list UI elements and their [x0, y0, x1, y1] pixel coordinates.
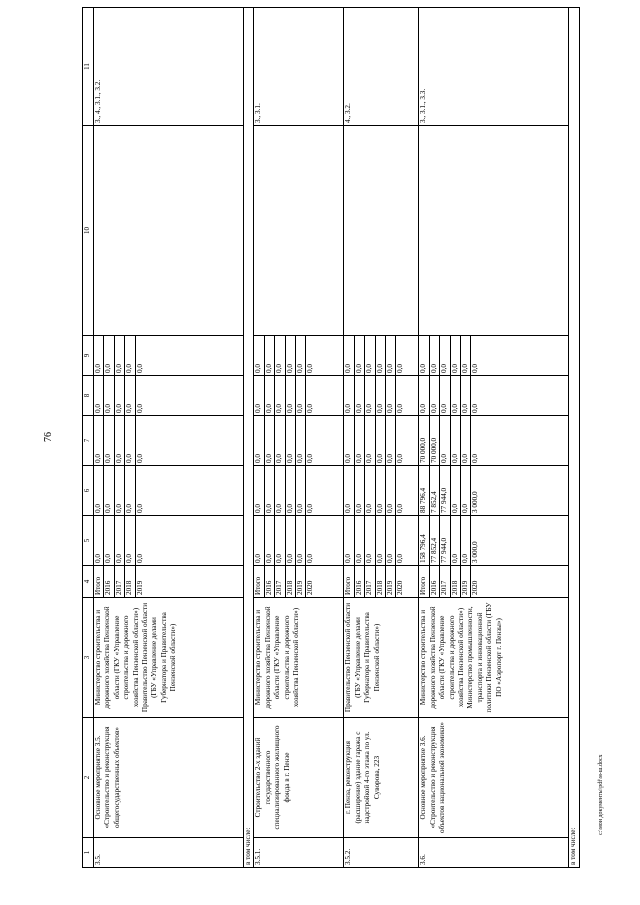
value: 0,0 [365, 376, 375, 415]
in-total-row [244, 8, 254, 868]
col9-cell [419, 336, 569, 376]
value: 0,0 [125, 336, 135, 375]
value: 0,0 [355, 336, 365, 375]
value: 0,0 [104, 416, 114, 465]
year-label: 2018 [451, 566, 461, 597]
row-number: 3.5. [94, 838, 244, 868]
value: 0,0 [386, 336, 396, 375]
value: 0,0 [344, 516, 354, 565]
col8-cell [419, 376, 569, 416]
value: 0,0 [286, 336, 296, 375]
value: 0,0 [355, 516, 365, 565]
year-label: Итого [254, 566, 264, 597]
landscape-table-wrapper [82, 8, 582, 868]
table-row [94, 8, 244, 868]
value: 0,0 [94, 416, 104, 465]
value: 0,0 [396, 504, 405, 513]
col11-cell: 4., 3.2. [344, 8, 419, 126]
value: 3 000,0 [471, 541, 480, 563]
year-label: 2019 [461, 566, 471, 597]
value: 0,0 [419, 336, 429, 375]
executor: Министерство строительства и дорожного хозяйства Пензенской области (ГКУ «Управление строительства и дорожного хозяйства Пензенской области») Министерство промышленности, транспорта и инновационной политики Пензенской области (ГБУ ПО «Аэропорт г. Пензы») [419, 598, 569, 718]
value: 0,0 [386, 516, 396, 565]
value: 0,0 [135, 364, 144, 373]
table-row [419, 8, 569, 868]
col10-cell [419, 126, 569, 336]
years-cell [419, 566, 569, 598]
value: 0,0 [296, 466, 306, 515]
col7-cell [419, 416, 569, 466]
value: 0,0 [265, 466, 275, 515]
col10-cell [254, 126, 344, 336]
value: 0,0 [286, 376, 296, 415]
value: 0,0 [365, 516, 375, 565]
value: 0,0 [471, 454, 480, 463]
year-label: Итого [419, 566, 429, 597]
value: 0,0 [115, 416, 125, 465]
value: 0,0 [125, 516, 135, 565]
in-total-label: в том числе: [569, 8, 579, 868]
value: 0,0 [355, 376, 365, 415]
value: 77 852,4 [430, 516, 440, 565]
value: 0,0 [275, 416, 285, 465]
col7-cell [254, 416, 344, 466]
value: 0,0 [265, 336, 275, 375]
col6-cell [419, 466, 569, 516]
value: 7 852,4 [430, 466, 440, 515]
value: 0,0 [376, 376, 386, 415]
table-row [344, 8, 419, 868]
col5-cell [254, 516, 344, 566]
year-label: 2017 [115, 566, 125, 597]
col8-cell [344, 376, 419, 416]
col5-cell [344, 516, 419, 566]
value: 0,0 [396, 554, 405, 563]
year-label: 2018 [286, 566, 296, 597]
value: 0,0 [376, 516, 386, 565]
value: 0,0 [365, 416, 375, 465]
footer-file-path: c:\мои документы\pdf\м-ш.docx [598, 754, 604, 835]
activity-name: Основное мероприятие 3.6. «Строительство и реконструкция объектов национальной экономики» [419, 718, 569, 838]
year-label: 2019 [135, 580, 144, 595]
year-label: 2020 [396, 580, 405, 595]
value: 0,0 [135, 554, 144, 563]
col11-cell: 3., 3.1., 3.3. [419, 8, 569, 126]
value: 0,0 [451, 516, 461, 565]
activity-name: Строительство 2-х зданий государственного специализированного жилищного фонда в г. Пензе [254, 718, 344, 838]
year-label: 2019 [386, 566, 396, 597]
value: 0,0 [286, 466, 296, 515]
value: 0,0 [135, 404, 144, 413]
value: 0,0 [296, 516, 306, 565]
value: 0,0 [265, 416, 275, 465]
year-label: 2018 [376, 566, 386, 597]
years-cell [94, 566, 244, 598]
value: 0,0 [461, 336, 471, 375]
value: 88 796,4 [419, 466, 429, 515]
value: 0,0 [440, 376, 450, 415]
value: 3 000,0 [471, 491, 480, 513]
value: 0,0 [125, 416, 135, 465]
activity-name: г. Пенза, реконструкция (расширение) здание гаража с надстройкой 4-го этажа по ул. Суворова, 223 [344, 718, 419, 838]
value: 0,0 [104, 376, 114, 415]
value: 0,0 [275, 516, 285, 565]
executor: Министерство строительства и дорожного хозяйства Пензенской области (ГКУ «Управление строительства и дорожного хозяйства Пензенской области») [254, 598, 344, 718]
year-label: 2016 [430, 566, 440, 597]
value: 0,0 [430, 336, 440, 375]
value: 0,0 [94, 516, 104, 565]
page-number: 76 [43, 432, 54, 442]
year-label: 2016 [104, 566, 114, 597]
value: 0,0 [275, 376, 285, 415]
year-label: 2017 [275, 566, 285, 597]
value: 0,0 [419, 376, 429, 415]
header-col-10: 10 [83, 126, 94, 336]
value: 0,0 [365, 336, 375, 375]
col9-cell [344, 336, 419, 376]
value: 0,0 [265, 376, 275, 415]
col5-cell [419, 516, 569, 566]
col7-cell [94, 416, 244, 466]
value: 0,0 [451, 336, 461, 375]
row-number: 3.5.1. [254, 838, 344, 868]
value: 0,0 [376, 416, 386, 465]
col10-cell [94, 126, 244, 336]
value: 0,0 [125, 466, 135, 515]
value: 0,0 [344, 466, 354, 515]
col10-cell [344, 126, 419, 336]
activity-name: Основное мероприятие 3.5. «Строительство и реконструкция общегосударственных объектов» [94, 718, 244, 838]
value: 0,0 [296, 376, 306, 415]
col5-cell [94, 516, 244, 566]
value: 70 000,0 [430, 416, 440, 465]
value: 0,0 [265, 516, 275, 565]
year-label: Итого [94, 566, 104, 597]
budget-table [82, 7, 580, 868]
value: 0,0 [125, 376, 135, 415]
value: 0,0 [355, 466, 365, 515]
header-col-6: 6 [83, 466, 94, 516]
header-col-5: 5 [83, 516, 94, 566]
col6-cell [344, 466, 419, 516]
value: 0,0 [254, 516, 264, 565]
value: 0,0 [355, 416, 365, 465]
value: 0,0 [376, 336, 386, 375]
value: 0,0 [461, 466, 471, 515]
value: 77 944,0 [440, 466, 450, 515]
col11-cell: 3., 4., 3.1., 3.2. [94, 8, 244, 126]
year-label: 2016 [355, 566, 365, 597]
value: 0,0 [254, 336, 264, 375]
year-label: Итого [344, 566, 354, 597]
in-total-label: в том числе: [244, 8, 254, 868]
value: 70 000,0 [419, 416, 429, 465]
value: 0,0 [254, 376, 264, 415]
value: 0,0 [94, 376, 104, 415]
in-total-row [569, 8, 579, 868]
value: 0,0 [396, 454, 405, 463]
value: 0,0 [471, 364, 480, 373]
col11-cell: 3., 3.1. [254, 8, 344, 126]
value: 0,0 [275, 466, 285, 515]
header-col-11: 11 [83, 8, 94, 126]
header-col-1: 1 [83, 838, 94, 868]
value: 0,0 [386, 376, 396, 415]
col6-cell [94, 466, 244, 516]
value: 0,0 [365, 466, 375, 515]
header-col-4: 4 [83, 566, 94, 598]
value: 0,0 [115, 466, 125, 515]
value: 0,0 [461, 516, 471, 565]
executor: Министерство строительства и дорожного хозяйства Пензенской области (ГКУ «Управление строительства и дорожного хозяйства Пензенской области») Правительство Пензенской области (ГБУ «Управление делами Губернатора и Правительства Пензенской области») [94, 598, 244, 718]
value: 0,0 [296, 416, 306, 465]
value: 0,0 [286, 416, 296, 465]
year-label: 2020 [471, 580, 480, 595]
value: 0,0 [306, 554, 315, 563]
value: 0,0 [286, 516, 296, 565]
value: 0,0 [306, 504, 315, 513]
value: 0,0 [451, 376, 461, 415]
year-label: 2017 [440, 566, 450, 597]
value: 0,0 [115, 516, 125, 565]
year-label: 2020 [306, 580, 315, 595]
value: 0,0 [306, 454, 315, 463]
value: 0,0 [135, 454, 144, 463]
year-label: 2019 [296, 566, 306, 597]
year-label: 2018 [125, 566, 135, 597]
value: 0,0 [254, 466, 264, 515]
year-label: 2017 [365, 566, 375, 597]
value: 0,0 [94, 336, 104, 375]
value: 0,0 [104, 516, 114, 565]
years-cell [344, 566, 419, 598]
header-col-9: 9 [83, 336, 94, 376]
col7-cell [344, 416, 419, 466]
value: 0,0 [115, 376, 125, 415]
header-col-7: 7 [83, 416, 94, 466]
col9-cell [254, 336, 344, 376]
value: 0,0 [461, 376, 471, 415]
value: 0,0 [104, 336, 114, 375]
value: 0,0 [344, 336, 354, 375]
value: 0,0 [296, 336, 306, 375]
value: 0,0 [471, 404, 480, 413]
value: 0,0 [430, 376, 440, 415]
value: 77 944,0 [440, 516, 450, 565]
value: 0,0 [376, 466, 386, 515]
value: 0,0 [115, 336, 125, 375]
header-col-8: 8 [83, 376, 94, 416]
value: 0,0 [461, 416, 471, 465]
col6-cell [254, 466, 344, 516]
row-number: 3.5.2. [344, 838, 419, 868]
col8-cell [94, 376, 244, 416]
value: 0,0 [306, 404, 315, 413]
header-col-2: 2 [83, 718, 94, 838]
value: 0,0 [104, 466, 114, 515]
col9-cell [94, 336, 244, 376]
value: 0,0 [94, 466, 104, 515]
value: 0,0 [254, 416, 264, 465]
value: 0,0 [440, 336, 450, 375]
value: 0,0 [275, 336, 285, 375]
table-row [254, 8, 344, 868]
executor: Правительство Пензенской области (ГБУ «Управление делами Губернатора и Правительства Пензенской области») [344, 598, 419, 718]
row-number: 3.6. [419, 838, 569, 868]
value: 0,0 [386, 416, 396, 465]
year-label: 2016 [265, 566, 275, 597]
value: 0,0 [344, 416, 354, 465]
value: 0,0 [386, 466, 396, 515]
value: 0,0 [451, 466, 461, 515]
header-col-3: 3 [83, 598, 94, 718]
value: 0,0 [396, 364, 405, 373]
col8-cell [254, 376, 344, 416]
years-cell [254, 566, 344, 598]
value: 0,0 [440, 416, 450, 465]
value: 0,0 [344, 376, 354, 415]
header-row [83, 8, 94, 868]
value: 0,0 [396, 404, 405, 413]
value: 0,0 [135, 504, 144, 513]
value: 0,0 [306, 364, 315, 373]
value: 158 796,4 [419, 516, 429, 565]
value: 0,0 [451, 416, 461, 465]
